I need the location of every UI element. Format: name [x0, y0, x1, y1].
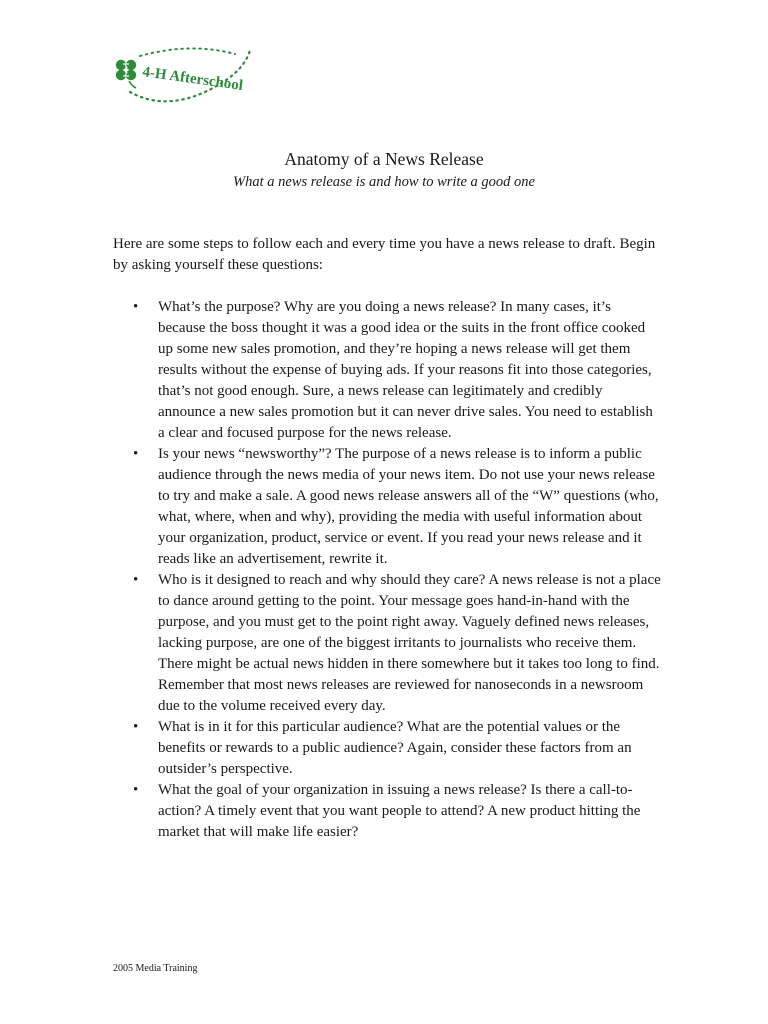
page-subtitle: What a news release is and how to write a good one — [233, 174, 535, 190]
four-leaf-clover-logo-icon — [110, 44, 260, 110]
list-item-text: What the goal of your organization in issuing a news release? Is there a call-to-action? A timely event that you want people to attend? A new product hitting the market that will make life easier? — [158, 782, 641, 840]
bullet-icon: • — [133, 446, 139, 462]
intro-paragraph: Here are some steps to follow each and every time you have a news release to draft. Begin by asking yourself these questions: — [113, 236, 656, 273]
list-item-text: Who is it designed to reach and why should they care? A news release is not a place to dance around getting to the point. Your message goes hand-in-hand with the purpose, and you must get to the point right away. Vaguely defined news releases, lacking purpose, are one of the biggest irritants to journalists who receive them. There might be actual news hidden in there somewhere but it takes too long to find. Remember that most news releases are reviewed for nanoseconds in a newsroom due to the volume received every day. — [158, 572, 661, 714]
list-item — [113, 780, 661, 843]
bullet-icon: • — [133, 299, 139, 315]
bullet-icon: • — [133, 782, 139, 798]
list-item — [113, 570, 661, 717]
list-item-text: What’s the purpose? Why are you doing a news release? In many cases, it’s because the boss thought it was a good idea or the suits in the front office cooked up some new sales promotion, and they’re hoping a news release will get them results without the expense of buying ads. If your reasons fit into those categories, that’s not good enough. Sure, a news release can legitimately and credibly announce a new sales promotion but it can never drive sales. You need to establish a clear and focused purpose for the news release. — [158, 299, 653, 441]
list-item-text: What is in it for this particular audience? What are the potential values or the benefits or rewards to a public audience? Again, consider these factors from an outsider’s perspective. — [158, 719, 632, 777]
page-footer: 2005 Media Training — [113, 963, 198, 974]
question-list — [113, 297, 661, 843]
list-item — [113, 444, 661, 570]
list-item-text: Is your news “newsworthy”? The purpose of a news release is to inform a public audience through the news media of your news item. Do not use your news release to try and make a sale. A good news release answers all of the “W” questions (who, what, where, when and why), providing the media with useful information about your organization, product, service or event. If you read your news release and it reads like an advertisement, rewrite it. — [158, 446, 659, 567]
logo-4h-afterschool — [110, 44, 260, 110]
list-item — [113, 297, 661, 444]
list-item — [113, 717, 661, 780]
bullet-icon: • — [133, 719, 139, 735]
page-title: Anatomy of a News Release — [284, 149, 484, 169]
svg-text:4-H Afterschool: 4-H Afterschool — [141, 64, 244, 95]
bullet-icon: • — [133, 572, 139, 588]
